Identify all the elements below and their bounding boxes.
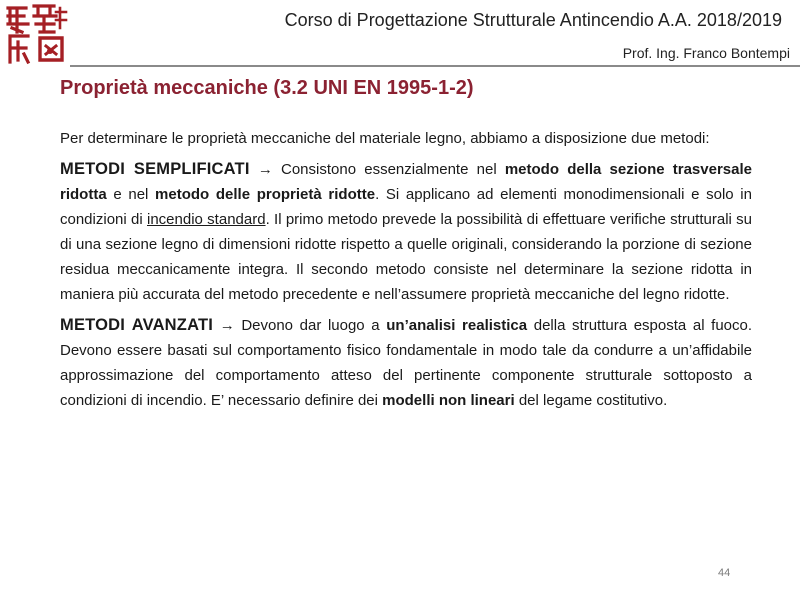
university-seal-logo-icon xyxy=(4,2,70,66)
text-segment: Devono dar luogo a xyxy=(234,317,387,334)
text-segment: del legame costitutivo. xyxy=(514,392,668,409)
text-segment: Consistono essenzialmente nel xyxy=(272,161,505,178)
text-segment: e nel xyxy=(106,186,156,203)
text-segment: . Il primo metodo prevede la possibilità di effettuare verifiche strutturali su di una sezione legno di dimensioni ridotte rispetto a quelle originali, considerando la porzione di sezione residua meccanicamente integra. Il secondo metodo consiste nel determinare la sezione ridotta in maniera più accurata del metodo precedente e nell’assumere proprietà meccaniche del legno ridotte. xyxy=(60,211,753,303)
text-segment: . Si applicano ad elementi monodimensionali e solo in condizioni di xyxy=(60,186,752,228)
advanced-methods-paragraph xyxy=(60,313,752,413)
header-divider xyxy=(70,65,800,67)
standard-fire-term: incendio standard xyxy=(147,211,266,228)
simplified-methods-heading: METODI SEMPLIFICATI xyxy=(60,160,250,178)
page-number: 44 xyxy=(718,567,731,579)
reduced-cross-section-method: metodo della sezione trasversale ridotta xyxy=(60,161,752,203)
text-segment: della struttura esposta al fuoco. Devono essere basati sul comportamento fisico fondamentale in modo tale da condurre a un’affidabile approssimazione del comportamento atteso del pertinente componente strutturale sottoposto a condizioni di incendio. E’ necessario definire dei xyxy=(60,317,753,409)
slide-body xyxy=(60,126,752,413)
arrow-right-icon: → xyxy=(257,161,273,178)
course-title: Corso di Progettazione Strutturale Antincendio A.A. 2018/2019 xyxy=(284,10,782,30)
professor-name: Prof. Ing. Franco Bontempi xyxy=(622,45,790,61)
slide-title: Proprietà meccaniche (3.2 UNI EN 1995-1-2) xyxy=(60,77,474,99)
advanced-methods-heading: METODI AVANZATI xyxy=(60,316,214,334)
arrow-right-icon: → xyxy=(219,317,235,334)
simplified-methods-paragraph xyxy=(60,157,752,307)
reduced-properties-method: metodo delle proprietà ridotte xyxy=(155,186,376,203)
intro-paragraph: Per determinare le proprietà meccaniche del materiale legno, abbiamo a disposizione due metodi: xyxy=(60,130,710,147)
realistic-analysis-term: un’analisi realistica xyxy=(386,317,528,334)
nonlinear-models-term: modelli non lineari xyxy=(382,392,515,409)
